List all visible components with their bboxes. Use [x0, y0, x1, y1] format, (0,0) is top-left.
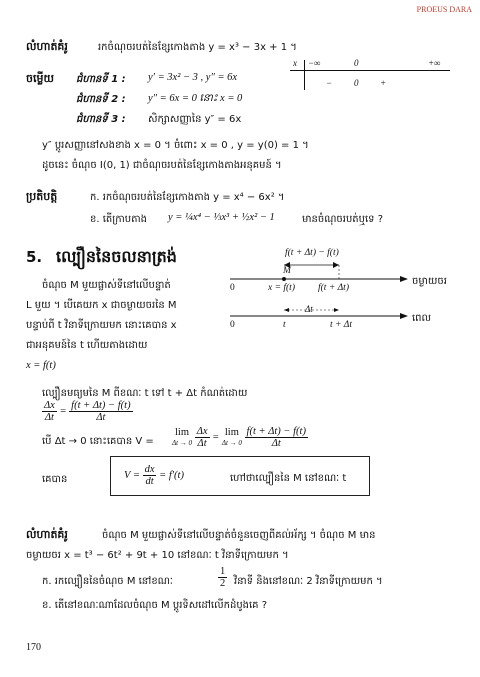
sign-table-sign: +	[380, 78, 387, 88]
solution-conclusion: ដូចនេះ ចំណុច I(0, 1) ជាចំណុចរបត់នៃខ្សែកោងតាងអនុគមន៍ ។	[42, 160, 282, 171]
sign-table-sign: −	[326, 78, 333, 88]
diagram-ftdt-label: f(t + Δt)	[318, 283, 349, 293]
box-num: dx	[144, 464, 155, 475]
arrow-head-icon	[284, 308, 289, 312]
diagram-dt-label: Δt	[305, 304, 313, 314]
sign-table-x-val: −∞	[308, 58, 321, 68]
exercise-b-formula: y = ¼x⁴ − ⅓x³ + ½x² − 1	[168, 212, 275, 223]
example-2-b: ខ. តើនៅខណៈណាដែលចំណុច M ប្តូរទិសដៅលើកដំបូងគេ ?	[42, 600, 268, 611]
time-axis-label: ពេល	[412, 313, 432, 324]
diagram-t-label: t	[283, 320, 286, 330]
example-statement: រកចំណុចរបត់នៃខ្សែកោងតាង y = x³ − 3x + 1 ។	[98, 42, 297, 53]
box-v: V =	[124, 469, 140, 481]
avg-rden: Δt	[96, 412, 106, 423]
body-line: ជាអនុគមន៍នៃ t ហើយតាងដោយ	[26, 340, 148, 351]
step-3-text: សិក្សាសញ្ញានៃ y″ = 6x	[148, 114, 242, 125]
step-3-label: ជំហានទី 3 :	[76, 114, 126, 125]
example-2-line-2: ចម្ងាយចរ x = t³ − 6t² + 9t + 10 នៅខណៈ t វិនាទីក្រោយមក ។	[26, 550, 289, 561]
box-den: dt	[145, 476, 154, 487]
average-velocity-formula	[42, 400, 133, 423]
axis-arrow-icon	[400, 276, 408, 282]
diagram-origin-2: 0	[230, 320, 235, 330]
avg-den: Δt	[44, 412, 54, 423]
body-line: ចំណុច M មួយផ្លាស់ទីនៅលើបន្ទាត់	[42, 280, 171, 291]
lim-word: lim	[175, 426, 190, 438]
sign-table-sign: 0	[354, 78, 359, 88]
arrow-head-icon	[334, 308, 339, 312]
diagram-tdt-label: t + Δt	[330, 320, 353, 330]
point-m-marker	[282, 277, 286, 281]
lim-eq: =	[212, 431, 220, 443]
distance-axis-label: ចម្ងាយចរ	[412, 276, 447, 287]
a-frac-num: 1	[220, 566, 226, 577]
example-2-a-fraction	[218, 566, 227, 589]
result-label: គេបាន	[42, 474, 68, 485]
sign-table-x-val: 0	[354, 58, 359, 68]
section-number: 5.	[26, 248, 43, 266]
limit-formula	[172, 426, 308, 449]
position-function: x = f(t)	[26, 360, 56, 371]
diagram-x-label: x = f(t)	[268, 283, 295, 293]
lim-word-2: lim	[224, 426, 239, 438]
body-line: L មួយ ។ បើគេយក x ជាចម្ងាយចរនៃ M	[26, 300, 177, 311]
sign-table-x-val: +∞	[428, 58, 441, 68]
sign-table-hline	[290, 70, 450, 71]
step-1-label: ជំហានទី 1 :	[76, 74, 126, 85]
avg-rnum: f(t + Δt) − f(t)	[71, 400, 131, 411]
example-2-a-prefix: ក. រកល្បឿននៃចំណុច M នៅខណៈ	[42, 576, 173, 587]
solution-line-1: y″ ប្តូរសញ្ញានៅសងខាង x = 0 ។ ចំពោះ x = 0 , y = y(0) = 1 ។	[42, 140, 309, 151]
limit-prefix: បើ Δt → 0 នោះគេបាន V =	[42, 436, 154, 447]
solution-label: ចម្លើយ	[26, 72, 54, 85]
a-frac-den: 2	[220, 578, 226, 589]
lim-rnum: f(t + Δt) − f(t)	[246, 426, 306, 437]
velocity-definition-text: ហៅថាល្បឿននៃ M នៅខណៈ t	[230, 473, 347, 484]
diagram-top-label: f(t + Δt) − f(t)	[285, 248, 339, 258]
axis-arrow-icon	[400, 313, 408, 319]
example-2-a-suffix: វិនាទី និងនៅខណៈ 2 វិនាទីក្រោយមក ។	[234, 576, 383, 587]
page-number: 170	[26, 642, 41, 653]
step-2-label: ជំហានទី 2 :	[76, 94, 126, 105]
arrow-head-icon	[333, 262, 339, 268]
lim-num: Δx	[196, 426, 208, 437]
lim-sub-2: Δt → 0	[221, 438, 242, 447]
average-velocity-text: ល្បឿនមធ្យមនៃ M ពីខណៈ t ទៅ t + Δt កំណត់ដោយ	[42, 388, 248, 399]
step-2-text: y″ = 6x = 0 នោះ x = 0	[148, 93, 243, 104]
velocity-formula	[124, 464, 184, 487]
avg-num: Δx	[44, 400, 55, 411]
exercise-b-suffix: មានចំណុចរបត់ឬទេ ?	[302, 214, 383, 225]
section-title: ល្បឿននៃចលនាត្រង់	[56, 247, 177, 266]
example-label: លំហាត់គំរូ	[26, 40, 68, 53]
sign-table-x-label: x	[293, 58, 297, 68]
lim-rden: Δt	[271, 438, 281, 449]
page-header-author: PROEUS DARA	[416, 5, 472, 14]
body-line: បន្ទាប់ពី t វិនាទីក្រោយមក នោះគេបាន x	[26, 320, 177, 331]
step-1-text: y′ = 3x² − 3 , y″ = 6x	[148, 72, 238, 83]
box-eq: = f′(t)	[159, 469, 184, 481]
avg-eq: =	[59, 405, 67, 417]
example-2-line-1: ចំណុច M មួយផ្លាស់ទីនៅលើបន្ទាត់ចំនួនចេញពីគល់អ័ក្ស ។ ចំណុច M មាន	[102, 530, 376, 541]
exercise-b-prefix: ខ. តើក្រាបតាង	[90, 214, 147, 225]
lim-den: Δt	[197, 438, 207, 449]
diagram-origin-1: 0	[230, 283, 235, 293]
lim-sub: Δt → 0	[172, 438, 193, 447]
example-2-label: លំហាត់គំរូ	[26, 528, 68, 541]
exercise-a: ក. រកចំណុចរបត់នៃខ្សែកោងតាង y = x⁴ − 6x² ។	[90, 192, 285, 203]
sign-table-vline	[304, 60, 305, 90]
diagram-m-label: M	[283, 266, 291, 276]
exercise-label: ប្រតិបត្តិ	[26, 190, 58, 203]
